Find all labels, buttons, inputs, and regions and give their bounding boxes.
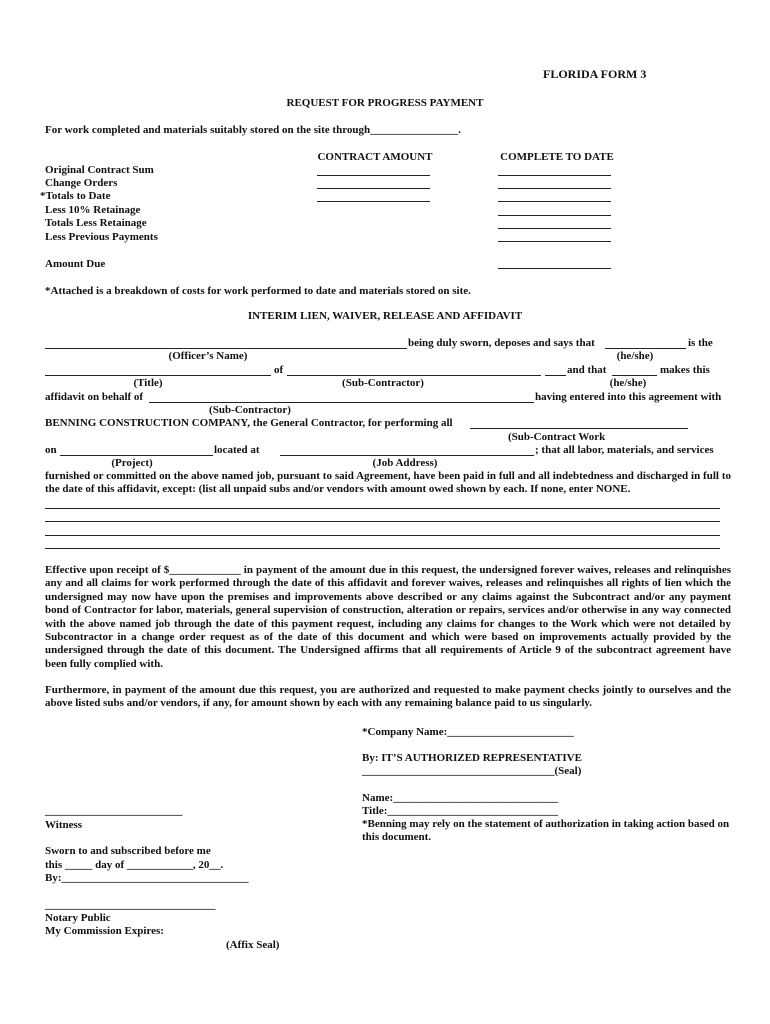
section-title: INTERIM LIEN, WAIVER, RELEASE AND AFFIDAVIT — [247, 310, 523, 322]
company-name-field[interactable]: *Company Name:_______________________ — [362, 726, 574, 738]
benning-line: BENNING CONSTRUCTION COMPANY, the General Contractor, for performing all — [45, 417, 453, 429]
project-blank[interactable] — [60, 455, 213, 456]
affidavit-on-behalf-text: affidavit on behalf of — [45, 391, 144, 403]
job-address-blank[interactable] — [280, 455, 534, 456]
row-change-orders: Change Orders — [45, 177, 118, 189]
he-she-blank-1[interactable] — [605, 348, 686, 349]
title-blank[interactable] — [45, 375, 271, 376]
he-she-caption-2: (he/she) — [609, 377, 647, 389]
intro-line: For work completed and materials suitably stored on the site through________________. — [45, 124, 461, 136]
title-caption: (Title) — [133, 377, 163, 389]
complete-to-date-header: COMPLETE TO DATE — [500, 151, 614, 163]
furthermore-paragraph: Furthermore, in payment of the amount due this request, you are authorized and requested to make payment checks jointly to ourselves and the above listed subs and/or vendors, if any, for amount shown by each with any remaining balance paid to us singularly. — [45, 684, 731, 710]
on-text: on — [45, 444, 57, 456]
job-address-caption: (Job Address) — [372, 457, 438, 469]
contract-change-blank[interactable] — [317, 188, 430, 189]
project-caption: (Project) — [111, 457, 153, 469]
complete-less10-blank[interactable] — [498, 215, 611, 216]
witness-signature-line[interactable]: _________________________ — [45, 805, 183, 817]
that-all-labor-text: ; that all labor, materials, and services — [535, 444, 714, 456]
exception-line-2[interactable] — [45, 521, 720, 522]
row-original-contract-sum: Original Contract Sum — [45, 164, 154, 176]
sworn-text: being duly sworn, deposes and says that — [408, 337, 595, 349]
sub-contract-work-blank[interactable] — [470, 428, 688, 429]
attached-note: *Attached is a breakdown of costs for work performed to date and materials stored on site. — [45, 285, 471, 297]
short-blank[interactable] — [545, 375, 566, 376]
complete-amount-due-blank[interactable] — [498, 268, 611, 269]
furnished-paragraph: furnished or committed on the above named job, pursuant to said Agreement, have been paid in full and all indebtedness and discharged in full to the date of this affidavit, except: (list all unpaid subs and/or vendors with amount owed shown by each. If none, enter NONE. — [45, 470, 731, 496]
contract-totals-blank[interactable] — [317, 201, 430, 202]
seal-signature-line[interactable]: ___________________________________(Seal) — [362, 765, 582, 777]
by-line[interactable]: By:__________________________________ — [45, 872, 249, 884]
of-text: of — [274, 364, 284, 376]
he-she-caption-1: (he/she) — [616, 350, 654, 362]
is-the-text: is the — [688, 337, 713, 349]
affix-seal-label: (Affix Seal) — [226, 939, 280, 951]
sub-contract-work-caption: (Sub-Contract Work — [508, 431, 606, 443]
witness-label: Witness — [45, 819, 83, 831]
notary-signature-line[interactable]: _______________________________ — [45, 899, 216, 911]
effective-paragraph: Effective upon receipt of $_____________ in payment of the amount due in this request, the undersigned forever waives, releases and relinquishes any and all claims for work performed through the date of this affidavit and forever waives, releases and relinquishes all rights of lien which the undersigned may now have upon the premises and improvements above described or any claims against the Subcontract and/or any payment bond of Contractor for labor, materials, general supervision of construction, alteration or repairs, services and/or otherwise in any way connected with the above named job through the date of this payment request, including any claims for changes to the Work which were not detailed by Subcontractor in a change order request as of the date of this document and which were based on improvements actually provided by the undersigned through the date of this document. The Undersigned affirms that all requirements of Article 9 of the subcontract agreement have been fully complied with. — [45, 564, 731, 670]
sub-contractor-caption-2: (Sub-Contractor) — [209, 404, 291, 416]
commission-expires-label: My Commission Expires: — [45, 925, 164, 937]
complete-change-blank[interactable] — [498, 188, 611, 189]
row-less-previous-payments: Less Previous Payments — [45, 231, 158, 243]
complete-original-blank[interactable] — [498, 175, 611, 176]
title-field[interactable]: Title:_______________________________ — [362, 805, 558, 817]
having-entered-text: having entered into this agreement with — [535, 391, 722, 403]
authorized-rep-label: By: IT’S AUTHORIZED REPRESENTATIVE — [362, 752, 582, 764]
affiant-name-blank[interactable] — [45, 348, 407, 349]
contract-original-blank[interactable] — [317, 175, 430, 176]
complete-totals-blank[interactable] — [498, 201, 611, 202]
name-field[interactable]: Name:______________________________ — [362, 792, 559, 804]
exception-line-1[interactable] — [45, 508, 720, 509]
officer-name-caption: (Officer’s Name) — [168, 350, 248, 362]
sub-contractor-blank-2[interactable] — [149, 402, 534, 403]
row-totals-to-date: *Totals to Date — [40, 190, 111, 202]
complete-less-prev-blank[interactable] — [498, 241, 611, 242]
located-at-text: located at — [214, 444, 260, 456]
row-amount-due: Amount Due — [45, 258, 106, 270]
day-of-line[interactable]: this _____ day of ____________, 20__. — [45, 859, 224, 871]
exception-line-3[interactable] — [45, 535, 720, 536]
makes-this-text: makes this — [660, 364, 710, 376]
complete-less-ret-blank[interactable] — [498, 228, 611, 229]
exception-line-4[interactable] — [45, 548, 720, 549]
benning-note: *Benning may rely on the statement of authorization in taking action based on this document. — [362, 818, 730, 843]
form-title: REQUEST FOR PROGRESS PAYMENT — [286, 97, 484, 109]
contract-amount-header: CONTRACT AMOUNT — [317, 151, 433, 163]
sub-contractor-caption-1: (Sub-Contractor) — [342, 377, 424, 389]
and-that-text: and that — [567, 364, 607, 376]
sub-contractor-blank-1[interactable] — [287, 375, 541, 376]
form-id: FLORIDA FORM 3 — [543, 67, 647, 81]
row-less-retainage: Less 10% Retainage — [45, 204, 141, 216]
row-totals-less-retainage: Totals Less Retainage — [45, 217, 147, 229]
notary-public-label: Notary Public — [45, 912, 111, 924]
sworn-label: Sworn to and subscribed before me — [45, 845, 211, 857]
he-she-blank-2[interactable] — [612, 375, 657, 376]
